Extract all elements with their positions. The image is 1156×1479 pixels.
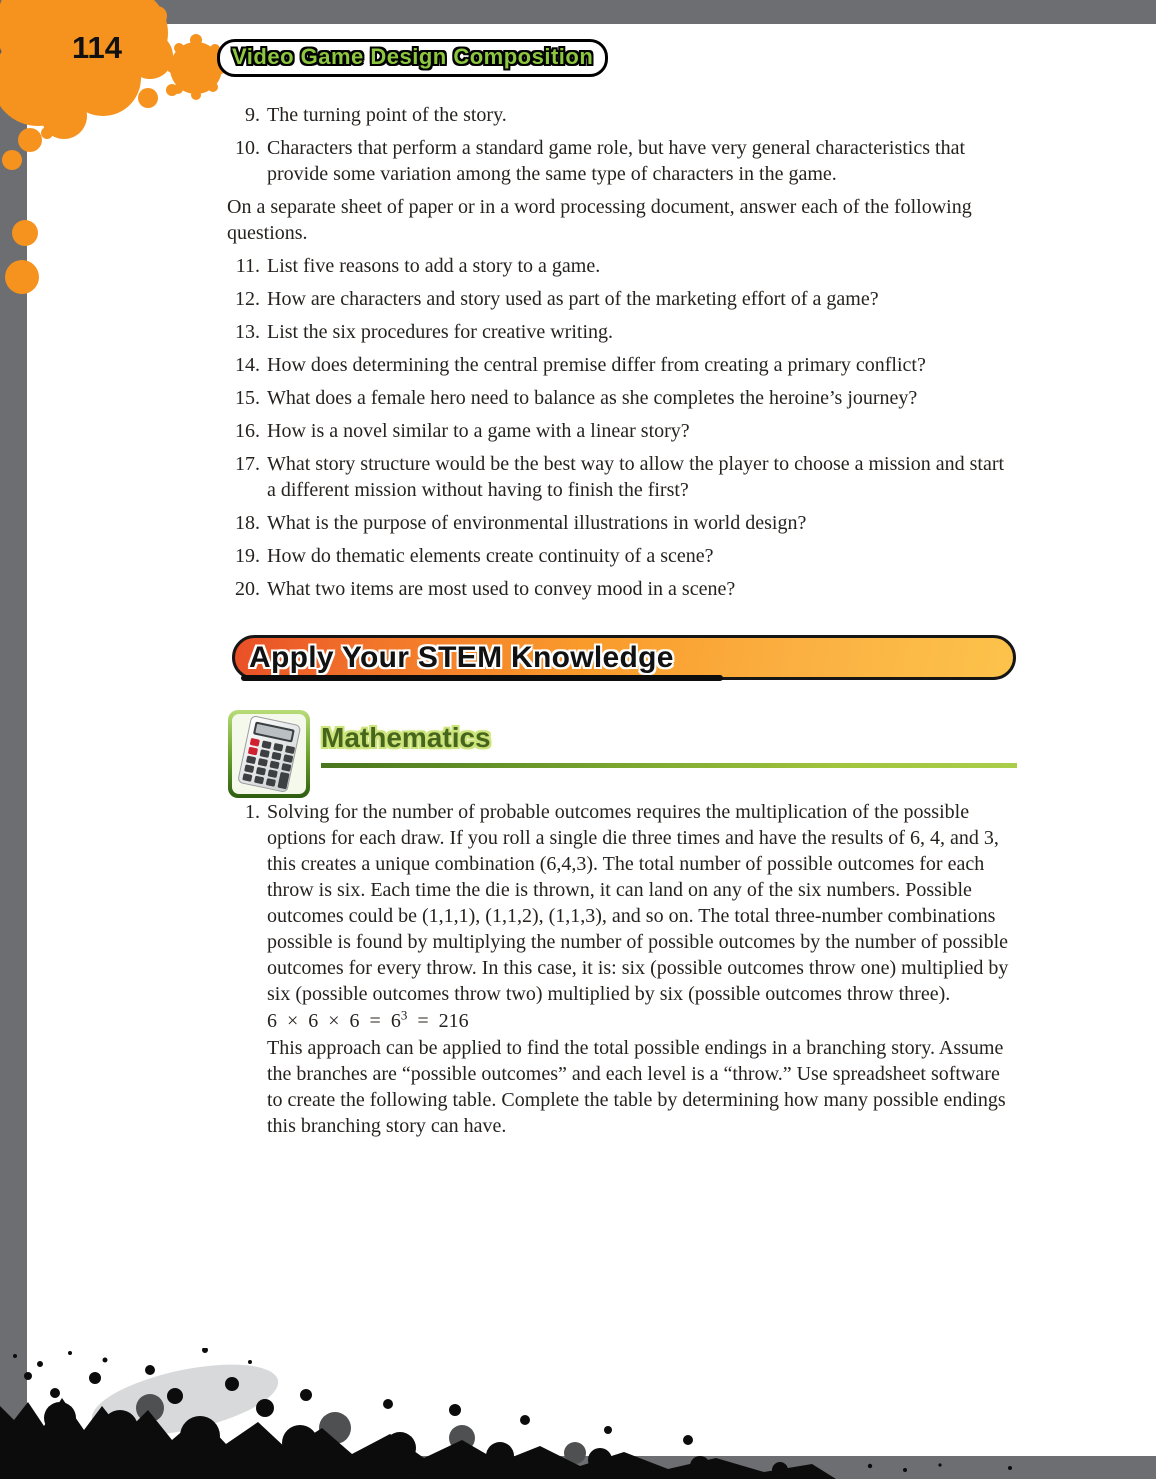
matching-list [227, 102, 1017, 187]
math-title-column [321, 709, 1017, 768]
item-number: 15. [235, 387, 260, 409]
problem-paragraph-2: This approach can be applied to find the total possible endings in a branching story. Assume the branches are “possible outcomes” and each level is a “throw.” Use spreadsheet software to create the following table. Complete the table by determining how many possible endings this branching story can have. [267, 1037, 1006, 1137]
item-number: 17. [235, 453, 260, 475]
equation-result: = 216 [407, 1010, 469, 1032]
item-number: 9. [245, 104, 260, 126]
instructions-paragraph: On a separate sheet of paper or in a word processing document, answer each of the following questions. [227, 196, 972, 244]
equation-base: 6 × 6 × 6 = 6 [267, 1010, 401, 1032]
chapter-title-badge [217, 39, 608, 77]
item-number: 10. [235, 137, 260, 159]
question-list [227, 253, 1017, 602]
list-item [227, 418, 1017, 444]
item-number: 12. [235, 288, 260, 310]
item-number: 11. [235, 255, 260, 277]
item-text: The turning point of the story. [267, 104, 507, 126]
item-text [267, 799, 1017, 1139]
problem-paragraph-1: Solving for the number of probable outcomes requires the multiplication of the possible options for each draw. If you roll a single die three times and have the results of 6, 4, and 3, this creates a unique combination (6,4,3). The total number of possible outcomes for each throw is six. Each time the die is thrown, it can land on any of the six numbers. Possible outcomes could be (1,1,1), (1,1,2), (1,1,3), and so on. The total three-number combinations possible is found by multiplying the number of possible outcomes by the number of possible outcomes for every throw. In this case, it is: six (possible outcomes throw one) multiplied by six (possible outcomes throw two) multiplied by six (possible outcomes throw three). [267, 801, 1009, 1005]
list-item [227, 135, 1017, 187]
item-text: List the six procedures for creative writing. [267, 321, 613, 343]
list-item [227, 576, 1017, 602]
list-item [227, 385, 1017, 411]
equation [267, 1008, 1017, 1034]
equation-exponent: 3 [400, 1007, 408, 1023]
math-section-title: Mathematics [321, 722, 491, 753]
item-number: 13. [235, 321, 260, 343]
list-item [227, 543, 1017, 569]
item-text: How does determining the central premise differ from creating a primary conflict? [267, 354, 926, 376]
stem-banner-title: Apply Your STEM Knowledge [249, 640, 674, 674]
orange-splatter-decoration [0, 0, 250, 310]
green-divider-rule [321, 763, 1017, 768]
mathematics-section-header [227, 709, 1017, 799]
list-item [227, 510, 1017, 536]
list-item [227, 319, 1017, 345]
item-number: 20. [235, 578, 260, 600]
list-item [227, 451, 1017, 503]
math-problem-list [227, 799, 1017, 1139]
item-text: Characters that perform a standard game role, but have very general characteristics that provide some variation among the same type of characters in the game. [267, 137, 966, 185]
item-text: What does a female hero need to balance as she completes the heroine’s journey? [267, 387, 918, 409]
stem-knowledge-banner [232, 635, 1016, 680]
item-text: List five reasons to add a story to a game. [267, 255, 601, 277]
item-text: What story structure would be the best way to allow the player to choose a mission and start a different mission without having to finish the first? [267, 453, 1005, 501]
calculator-icon [227, 709, 311, 799]
item-number: 16. [235, 420, 260, 442]
list-item [227, 799, 1017, 1139]
item-number: 18. [235, 512, 260, 534]
item-text: What is the purpose of environmental illustrations in world design? [267, 512, 807, 534]
chapter-title-text: Video Game Design Composition [232, 44, 594, 69]
list-item [227, 253, 1017, 279]
page-content [227, 102, 1017, 1146]
black-splatter-decoration [0, 1348, 1156, 1479]
list-item [227, 352, 1017, 378]
item-text: How are characters and story used as part of the marketing effort of a game? [267, 288, 879, 310]
item-number: 1. [245, 801, 260, 823]
item-text: What two items are most used to convey mood in a scene? [267, 578, 736, 600]
list-item [227, 286, 1017, 312]
item-number: 19. [235, 545, 260, 567]
item-text: How is a novel similar to a game with a linear story? [267, 420, 690, 442]
item-text: How do thematic elements create continuity of a scene? [267, 545, 714, 567]
item-number: 14. [235, 354, 260, 376]
list-item [227, 102, 1017, 128]
page-number: 114 [72, 30, 123, 65]
